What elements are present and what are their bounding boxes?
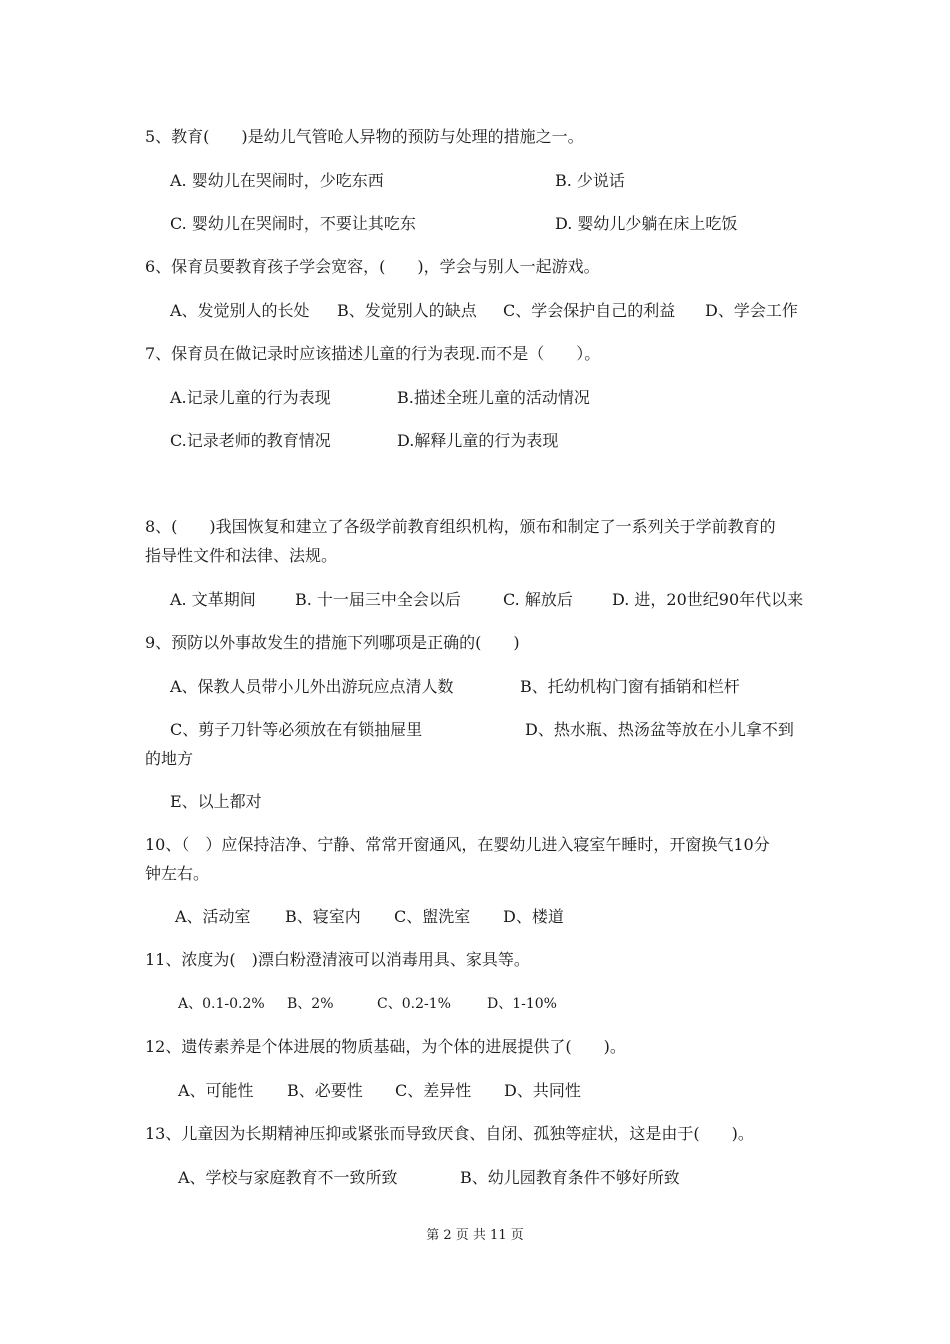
question-9-option-d-continued: 的地方 [145,749,194,768]
question-5-option-d: D. 婴幼儿少躺在床上吃饭 [555,214,738,233]
question-9-option-c: C、剪子刀针等必须放在有锁抽屉里 [170,720,423,739]
question-7-option-b: B.描述全班儿童的活动情况 [397,388,590,407]
question-7-stem: 7、保育员在做记录时应该描述儿童的行为表现.而不是（ ）。 [145,344,601,363]
question-7-option-d: D.解释儿童的行为表现 [397,431,559,450]
question-6-option-c: C、学会保护自己的利益 [503,301,676,320]
question-11-option-c: C、0.2-1% [377,996,451,1012]
question-13-option-a: A、学校与家庭教育不一致所致 [178,1168,398,1187]
question-12-stem: 12、遗传素养是个体进展的物质基础，为个体的进展提供了( )。 [145,1037,626,1056]
question-8-option-b: B. 十一届三中全会以后 [295,590,461,609]
question-10-stem-line2: 钟左右。 [145,864,210,883]
question-5-option-b: B. 少说话 [555,171,625,190]
question-5-option-a: A. 婴幼儿在哭闹时，少吃东西 [170,171,384,190]
question-8-option-a: A. 文革期间 [170,590,256,609]
question-9-stem: 9、预防以外事故发生的措施下列哪项是正确的( ) [145,633,520,652]
question-11-option-b: B、2% [287,996,334,1012]
question-10-stem-line1: 10、（ ）应保持洁净、宁静、常常开窗通风，在婴幼儿进入寝室午睡时，开窗换气10分 [145,835,770,854]
question-8-stem-line2: 指导性文件和法律、法规。 [145,546,338,565]
question-6-option-a: A、发觉别人的长处 [170,301,310,320]
question-5-stem: 5、教育( )是幼儿气管呛人异物的预防与处理的措施之一。 [145,127,584,146]
question-6-stem: 6、保育员要教育孩子学会宽容，( )，学会与别人一起游戏。 [145,257,600,276]
question-10-option-c: C、盥洗室 [394,907,471,926]
question-9-option-e: E、以上都对 [170,792,262,811]
question-10-option-a: A、活动室 [175,907,251,926]
question-9-option-a: A、保教人员带小儿外出游玩应点清人数 [170,677,454,696]
question-11-option-a: A、0.1-0.2% [178,996,265,1012]
question-12-option-a: A、可能性 [178,1081,254,1100]
question-12-option-d: D、共同性 [504,1081,581,1100]
question-12-option-c: C、差异性 [395,1081,472,1100]
question-10-option-b: B、寝室内 [285,907,361,926]
question-8-stem-line1: 8、( )我国恢复和建立了各级学前教育组织机构，颁布和制定了一系列关于学前教育的 [145,517,776,536]
question-12-option-b: B、必要性 [287,1081,363,1100]
question-6-option-b: B、发觉别人的缺点 [337,301,477,320]
question-5-option-c: C. 婴幼儿在哭闹时，不要让其吃东 [170,214,416,233]
question-8-option-d: D. 进，20世纪90年代以来 [612,590,804,609]
question-9-option-d: D、热水瓶、热汤盆等放在小儿拿不到 [525,720,794,739]
question-7-option-a: A.记录儿童的行为表现 [170,388,331,407]
page-number-footer: 第 2 页 共 11 页 [426,1228,524,1243]
question-8-option-c: C. 解放后 [503,590,573,609]
question-9-option-b: B、托幼机构门窗有插销和栏杆 [520,677,740,696]
question-13-stem: 13、儿童因为长期精神压抑或紧张而导致厌食、自闭、孤独等症状，这是由于( )。 [145,1124,754,1143]
question-13-option-b: B、幼儿园教育条件不够好所致 [460,1168,680,1187]
question-11-option-d: D、1-10% [487,996,557,1012]
question-6-option-d: D、学会工作 [705,301,798,320]
question-11-stem: 11、浓度为( )漂白粉澄清液可以消毒用具、家具等。 [145,950,530,969]
question-10-option-d: D、楼道 [503,907,564,926]
question-7-option-c: C.记录老师的教育情况 [170,431,331,450]
